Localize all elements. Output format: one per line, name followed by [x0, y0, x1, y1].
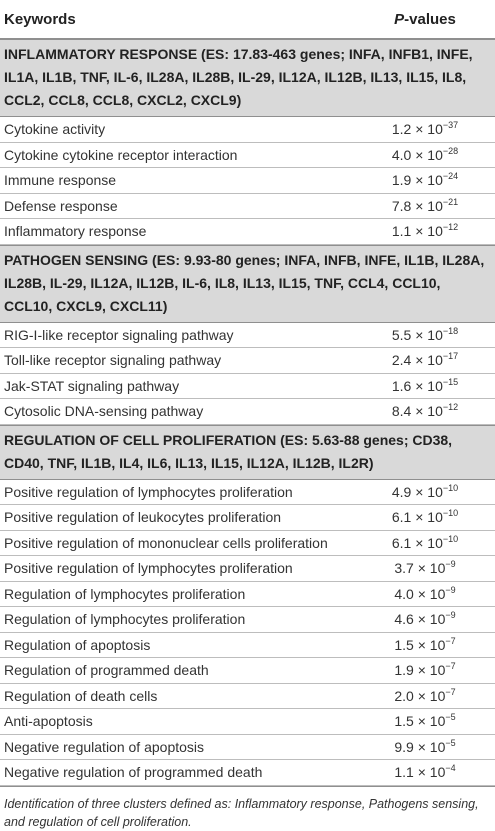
keyword-cell: Anti-apoptosis: [4, 713, 93, 730]
p-value-cell: [355, 172, 495, 188]
times-ten: × 10: [417, 687, 446, 704]
times-ten: × 10: [415, 326, 443, 343]
times-ten: × 10: [415, 197, 443, 214]
table-row: [0, 505, 495, 531]
table-row: [0, 531, 495, 557]
p-exponent: −12: [442, 402, 459, 413]
p-value-cell: [355, 378, 495, 394]
times-ten: × 10: [415, 223, 443, 240]
p-value-cell: [355, 739, 495, 755]
table-row: [0, 323, 495, 349]
p-values-header: [355, 11, 495, 28]
table-row: [0, 374, 495, 400]
p-mantissa: 8.4: [391, 403, 412, 420]
keyword-cell: Regulation of programmed death: [4, 662, 209, 679]
p-letter: P: [394, 10, 405, 28]
p-mantissa: 4.0: [394, 585, 414, 602]
section-header: INFLAMMATORY RESPONSE (ES: 17.83-463 genes; INFA, INFB1, INFE, IL1A, IL1B, TNF, IL-6, IL28A, IL28B, IL-29, IL12A, IL12B, IL13, IL15, IL8, CCL2, CCL8, CCL8, CXCL2, CXCL9): [0, 39, 495, 117]
times-ten: × 10: [417, 764, 446, 781]
p-exponent: −10: [442, 508, 459, 519]
keyword-cell: Negative regulation of programmed death: [4, 764, 263, 781]
p-exponent: −12: [442, 222, 459, 233]
p-mantissa: 4.0: [391, 146, 412, 163]
table-row: [0, 684, 495, 710]
table-row: [0, 348, 495, 374]
keyword-cell: Regulation of lymphocytes proliferation: [4, 585, 246, 602]
p-value-cell: [355, 611, 495, 627]
keyword-cell: Cytokine cytokine receptor interaction: [4, 146, 238, 163]
table-row: [0, 582, 495, 608]
times-ten: × 10: [417, 713, 446, 730]
p-value-cell: [355, 223, 495, 239]
times-ten: × 10: [417, 585, 446, 602]
p-exponent: −24: [442, 171, 459, 182]
p-mantissa: 1.6: [391, 377, 412, 394]
times-ten: × 10: [417, 738, 446, 755]
p-value-cell: [355, 327, 495, 343]
times-ten: × 10: [417, 611, 446, 628]
p-value-cell: [355, 764, 495, 780]
table-body: [0, 39, 495, 786]
keyword-cell: Immune response: [4, 172, 117, 189]
keyword-cell: Positive regulation of lymphocytes proliferation: [4, 560, 293, 577]
keyword-cell: RIG-I-like receptor signaling pathway: [4, 326, 234, 343]
p-exponent: −18: [442, 325, 459, 336]
p-exponent: −9: [445, 559, 456, 570]
p-exponent: −5: [445, 712, 456, 723]
times-ten: × 10: [415, 509, 443, 526]
p-value-cell: [355, 198, 495, 214]
p-exponent: −5: [445, 737, 456, 748]
p-value-cell: [355, 713, 495, 729]
times-ten: × 10: [417, 560, 446, 577]
table-row: [0, 633, 495, 659]
p-exponent: −7: [445, 686, 456, 697]
keyword-cell: Positive regulation of leukocytes proliferation: [4, 509, 282, 526]
table-row: [0, 658, 495, 684]
table-row: [0, 219, 495, 245]
keyword-cell: Negative regulation of apoptosis: [4, 738, 205, 755]
p-mantissa: 2.4: [391, 352, 412, 369]
times-ten: × 10: [417, 662, 446, 679]
p-mantissa: 4.9: [391, 483, 412, 500]
p-value-cell: [355, 509, 495, 525]
table-row: [0, 556, 495, 582]
times-ten: × 10: [415, 121, 443, 138]
keyword-cell: Inflammatory response: [4, 223, 147, 240]
p-value-cell: [355, 637, 495, 653]
table-caption: Identification of three clusters defined as: Inflammatory response, Pathogens sensing, and regulation of cell proliferation.: [4, 796, 479, 829]
p-exponent: −9: [445, 584, 456, 595]
keyword-cell: Regulation of lymphocytes proliferation: [4, 611, 246, 628]
table-row: [0, 760, 495, 786]
p-mantissa: 6.1: [391, 509, 412, 526]
p-value-cell: [355, 147, 495, 163]
p-value-cell: [355, 688, 495, 704]
p-value-cell: [355, 535, 495, 551]
p-mantissa: 2.0: [394, 687, 414, 704]
p-value-cell: [355, 662, 495, 678]
p-mantissa: 1.1: [391, 223, 412, 240]
keyword-cell: Defense response: [4, 197, 118, 214]
p-value-cell: [355, 484, 495, 500]
table-row: [0, 709, 495, 735]
keyword-cell: Cytokine activity: [4, 121, 106, 138]
p-exponent: −28: [442, 145, 459, 156]
p-exponent: −9: [445, 610, 456, 621]
times-ten: × 10: [415, 483, 443, 500]
times-ten: × 10: [415, 352, 443, 369]
table-row: [0, 735, 495, 761]
p-exponent: −37: [442, 120, 459, 131]
p-exponent: −10: [442, 533, 459, 544]
p-value-cell: [355, 121, 495, 137]
times-ten: × 10: [417, 636, 446, 653]
p-mantissa: 1.5: [394, 713, 414, 730]
times-ten: × 10: [415, 146, 443, 163]
keyword-cell: Jak-STAT signaling pathway: [4, 377, 180, 394]
keyword-cell: Regulation of apoptosis: [4, 636, 151, 653]
keyword-cell: Regulation of death cells: [4, 687, 158, 704]
table-header: [0, 0, 495, 39]
p-mantissa: 1.9: [391, 172, 412, 189]
p-mantissa: 9.9: [394, 738, 414, 755]
p-value-cell: [355, 586, 495, 602]
times-ten: × 10: [415, 534, 443, 551]
p-exponent: −15: [442, 376, 459, 387]
p-mantissa: 3.7: [394, 560, 414, 577]
p-mantissa: 6.1: [391, 534, 412, 551]
p-exponent: −21: [442, 196, 459, 207]
p-exponent: −7: [445, 635, 456, 646]
p-value-cell: [355, 352, 495, 368]
p-exponent: −10: [442, 482, 459, 493]
keyword-cell: Positive regulation of mononuclear cells proliferation: [4, 534, 328, 551]
p-mantissa: 5.5: [391, 326, 412, 343]
keyword-cell: Positive regulation of lymphocytes proliferation: [4, 483, 293, 500]
keywords-header: Keywords: [4, 10, 76, 28]
table-row: [0, 607, 495, 633]
section-header: PATHOGEN SENSING (ES: 9.93-80 genes; INFA, INFB, INFE, IL1B, IL28A, IL28B, IL-29, IL12A, IL12B, IL-6, IL8, IL13, IL15, TNF, CCL4, CCL10, CCL10, CXCL9, CXCL11): [0, 245, 495, 323]
keyword-cell: Toll-like receptor signaling pathway: [4, 352, 222, 369]
table-row: [0, 143, 495, 169]
table-row: [0, 117, 495, 143]
table-row: [0, 168, 495, 194]
keyword-cell: Cytosolic DNA-sensing pathway: [4, 403, 204, 420]
p-mantissa: 1.2: [391, 121, 412, 138]
p-value-cell: [355, 560, 495, 576]
p-mantissa: 1.5: [394, 636, 414, 653]
table-row: [0, 194, 495, 220]
table-row: [0, 480, 495, 506]
section-header: REGULATION OF CELL PROLIFERATION (ES: 5.63-88 genes; CD38, CD40, TNF, IL1B, IL4, IL6, IL13, IL15, IL12A, IL12B, IL2R): [0, 425, 495, 480]
p-rest: -values: [404, 10, 456, 28]
table-row: [0, 399, 495, 425]
p-mantissa: 4.6: [394, 611, 414, 628]
p-exponent: −7: [445, 661, 456, 672]
times-ten: × 10: [415, 377, 443, 394]
p-mantissa: 1.9: [394, 662, 414, 679]
times-ten: × 10: [415, 403, 443, 420]
times-ten: × 10: [415, 172, 443, 189]
p-mantissa: 7.8: [391, 197, 412, 214]
p-mantissa: 1.1: [394, 764, 414, 781]
p-exponent: −4: [445, 763, 456, 774]
p-value-cell: [355, 403, 495, 419]
p-exponent: −17: [442, 351, 459, 362]
